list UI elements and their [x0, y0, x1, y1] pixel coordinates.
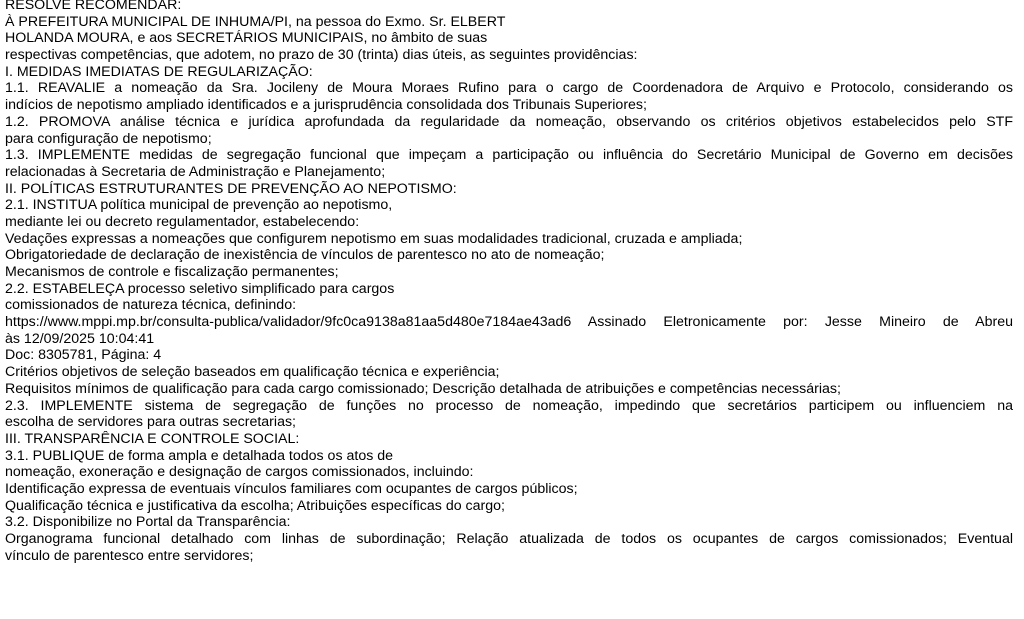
text-line: 3.2. Disponibilize no Portal da Transparência:: [5, 514, 291, 531]
text-line: Organograma funcional detalhado com linhas de subordinação; Relação atualizada de todos os ocupantes de cargos comissionados; Eventual: [5, 531, 1013, 547]
text-line: 2.2. ESTABELEÇA processo seletivo simplificado para cargos: [5, 280, 395, 297]
text-line: Critérios objetivos de seleção baseados em qualificação técnica e experiência;: [5, 364, 500, 381]
text-line: 2.3. IMPLEMENTE sistema de segregação de funções no processo de nomeação, impedindo que secretários participem ou influenciem na: [5, 397, 1013, 414]
text-line: I. MEDIDAS IMEDIATAS DE REGULARIZAÇÃO:: [5, 63, 313, 80]
text-line: Requisitos mínimos de qualificação para cada cargo comissionado; Descrição detalhada de atribuições e competências necessárias;: [5, 380, 841, 397]
text-line: 1.3. IMPLEMENTE medidas de segregação funcional que impeçam a participação ou influência do Secretário Municipal de Governo em decisões: [5, 147, 1013, 164]
text-line: HOLANDA MOURA, e aos SECRETÁRIOS MUNICIPAIS, no âmbito de suas: [5, 30, 488, 47]
text-line: Doc: 8305781, Página: 4: [5, 347, 162, 364]
text-line: https://www.mppi.mp.br/consulta-publica/validador/9fc0ca9138a81aa5d480e7184ae43ad6 Assinado Eletronicamente por: Jesse Mineiro de Abreu: [5, 314, 1013, 331]
text-line: escolha de servidores para outras secretarias;: [5, 414, 296, 431]
text-line: às 12/09/2025 10:04:41: [5, 330, 155, 347]
text-line: Mecanismos de controle e fiscalização permanentes;: [5, 264, 339, 280]
text-line: indícios de nepotismo ampliado identificados e a jurisprudência consolidada dos Tribunais Superiores;: [5, 97, 647, 114]
text-line: Obrigatoriedade de declaração de inexistência de vínculos de parentesco no ato de nomeação;: [5, 247, 605, 264]
text-line: 1.2. PROMOVA análise técnica e jurídica aprofundada da regularidade da nomeação, observando os critérios objetivos estabelecidos pelo STF: [5, 113, 1013, 130]
text-line: nomeação, exoneração e designação de cargos comissionados, incluindo:: [5, 464, 474, 481]
text-line: comissionados de natureza técnica, definindo:: [5, 297, 297, 314]
text-line: para configuração de nepotismo;: [5, 130, 212, 147]
text-line: respectivas competências, que adotem, no prazo de 30 (trinta) dias úteis, as seguintes providências:: [5, 47, 638, 64]
text-line: 3.1. PUBLIQUE de forma ampla e detalhada todos os atos de: [5, 447, 394, 464]
text-line: relacionadas à Secretaria de Administração e Planejamento;: [5, 163, 386, 180]
text-line: Identificação expressa de eventuais vínculos familiares com ocupantes de cargos públicos;: [5, 480, 578, 497]
text-line: RESOLVE RECOMENDAR:: [5, 0, 182, 13]
text-line: vínculo de parentesco entre servidores;: [5, 547, 254, 564]
document-body: [5, 0, 1013, 564]
text-line: mediante lei ou decreto regulamentador, estabelecendo:: [5, 213, 360, 230]
text-line: II. POLÍTICAS ESTRUTURANTES DE PREVENÇÃO AO NEPOTISMO:: [5, 180, 457, 197]
text-line: Qualificação técnica e justificativa da escolha; Atribuições específicas do cargo;: [5, 497, 505, 514]
text-line: À PREFEITURA MUNICIPAL DE INHUMA/PI, na pessoa do Exmo. Sr. ELBERT: [5, 13, 506, 30]
text-line: 1.1. REAVALIE a nomeação da Sra. Jocileny de Moura Moraes Rufino para o cargo de Coordenadora de Arquivo e Protocolo, considerando os: [5, 80, 1013, 97]
text-line: 2.1. INSTITUA política municipal de prevenção ao nepotismo,: [5, 197, 393, 214]
text-line: III. TRANSPARÊNCIA E CONTROLE SOCIAL:: [5, 430, 300, 447]
text-line: Vedações expressas a nomeações que configurem nepotismo em suas modalidades tradicional, cruzada e ampliada;: [5, 230, 743, 247]
